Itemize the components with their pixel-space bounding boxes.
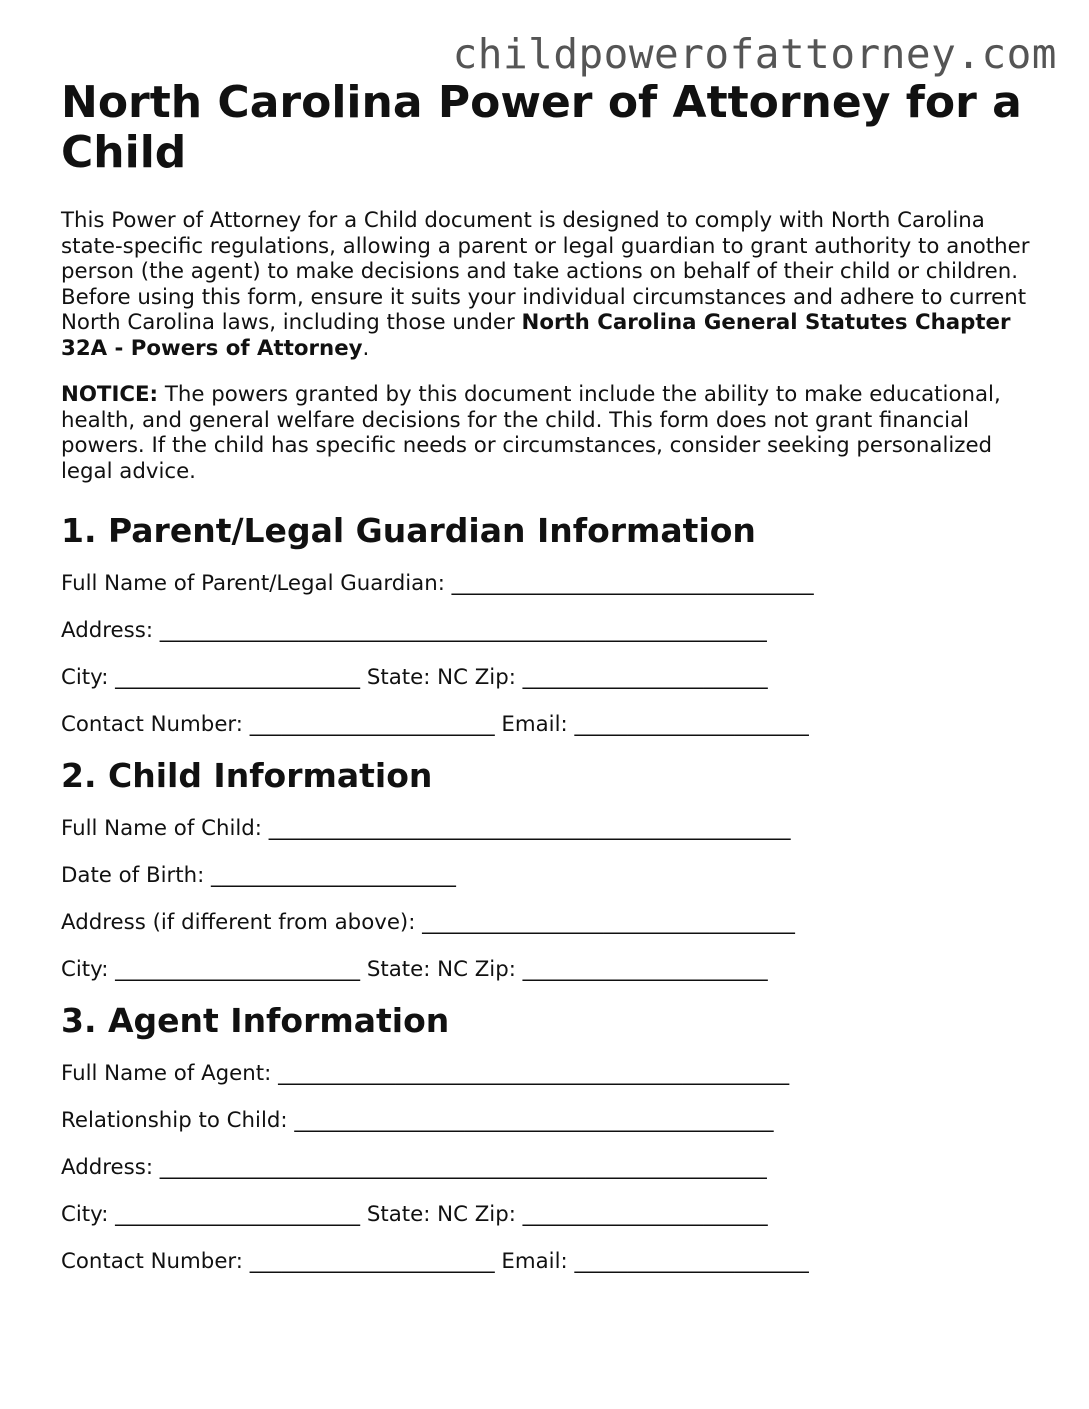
document-title: North Carolina Power of Attorney for a Child [61, 77, 1022, 178]
agent-address-field[interactable]: Address: _________________________________________________________ [61, 1155, 767, 1180]
agent-full-name-field[interactable]: Full Name of Agent: ________________________________________________ [61, 1061, 790, 1086]
statute-reference: North Carolina General Statutes Chapter 32A - Powers of Attorney [61, 310, 1011, 361]
parent-full-name-field[interactable]: Full Name of Parent/Legal Guardian: __________________________________ [61, 571, 814, 596]
section-child [61, 756, 1041, 982]
parent-city-state-zip-field[interactable]: City: _______________________ State: NC Zip: _______________________ [61, 665, 768, 690]
document-page [61, 78, 1041, 1274]
intro-paragraph [61, 208, 1041, 361]
notice-paragraph [61, 382, 1041, 484]
notice-label: NOTICE: [61, 382, 159, 407]
agent-city-state-zip-field[interactable]: City: _______________________ State: NC Zip: _______________________ [61, 1202, 768, 1227]
child-full-name-field[interactable]: Full Name of Child: _________________________________________________ [61, 816, 791, 841]
intro-text: This Power of Attorney for a Child document is designed to comply with North Carolina state-specific regulations, allowing a parent or legal guardian to grant authority to another person (the agent) to make decisions and take actions on behalf of their child or children. Before using this form, ensure it suits your individual circumstances and adhere to current North Carolina laws, including those under [61, 208, 1030, 335]
section-agent [61, 1001, 1041, 1274]
parent-contact-email-field[interactable]: Contact Number: _______________________ Email: ______________________ [61, 712, 809, 737]
site-watermark: childpowerofattorney.com [452, 30, 1057, 78]
child-dob-field[interactable]: Date of Birth: _______________________ [61, 863, 456, 888]
intro-end: . [362, 335, 370, 361]
agent-contact-email-field[interactable]: Contact Number: _______________________ Email: ______________________ [61, 1249, 809, 1274]
parent-address-field[interactable]: Address: _________________________________________________________ [61, 618, 767, 643]
section-heading-parent: 1. Parent/Legal Guardian Information [61, 511, 756, 550]
section-heading-agent: 3. Agent Information [61, 1001, 450, 1040]
child-address-field[interactable]: Address (if different from above): ___________________________________ [61, 910, 795, 935]
section-heading-child: 2. Child Information [61, 756, 433, 795]
agent-relationship-field[interactable]: Relationship to Child: _____________________________________________ [61, 1108, 774, 1133]
child-city-state-zip-field[interactable]: City: _______________________ State: NC Zip: _______________________ [61, 957, 768, 982]
section-parent-guardian [61, 511, 1041, 737]
notice-text: The powers granted by this document include the ability to make educational, health, and general welfare decisions for the child. This form does not grant financial powers. If the child has specific needs or circumstances, consider seeking personalized legal advice. [61, 382, 1001, 484]
